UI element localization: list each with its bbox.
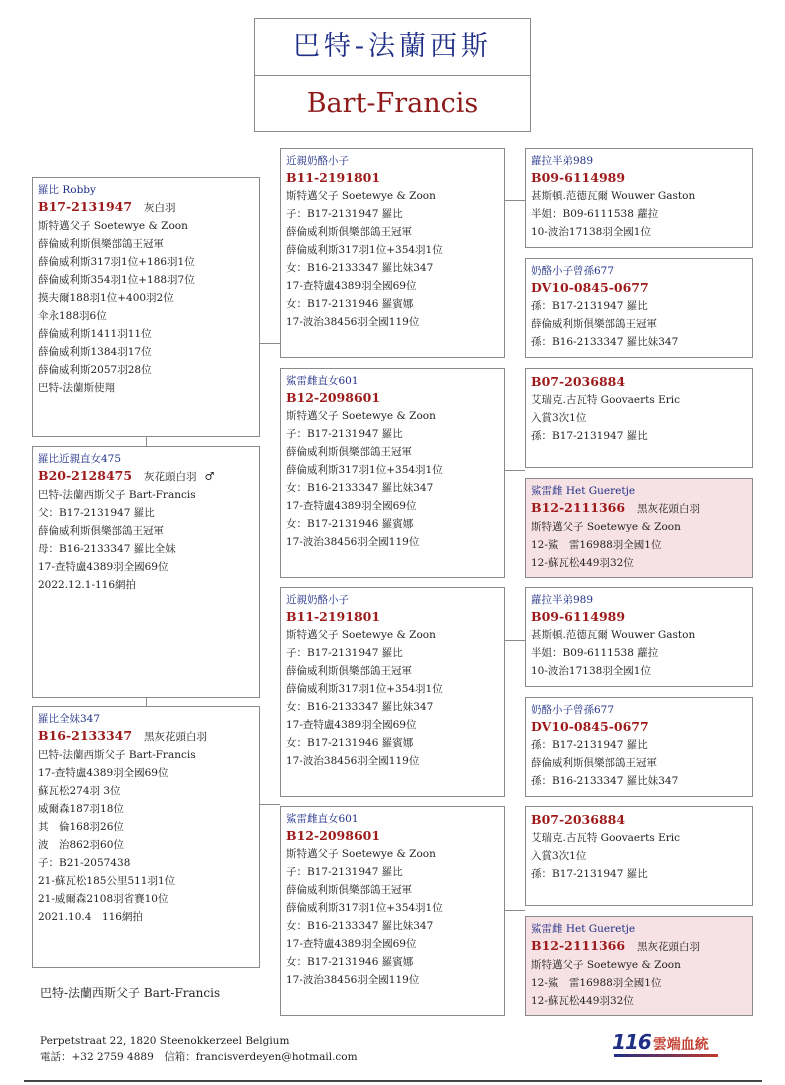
- title-chinese: 巴特-法蘭西斯: [255, 19, 530, 76]
- great-grandparent-line: 甚斯頓.范德瓦爾 Wouwer Gaston: [531, 190, 696, 202]
- dam-line: 巴特-法蘭西斯父子 Bart-Francis: [38, 749, 196, 761]
- grandparent-line: 17-波治38456羽全國119位: [286, 974, 420, 986]
- great-grandparent-name: 鯊雷雌 Het Gueretje: [531, 923, 636, 935]
- grandparent-line: 女：B16-2133347 羅比妹347: [286, 482, 434, 494]
- grandparent-line: 子：B17-2131947 羅比: [286, 866, 403, 878]
- dam-line: 2021.10.4 116網拍: [38, 911, 143, 923]
- male-symbol-icon: ♂: [204, 470, 215, 483]
- subject-line: 2022.12.1-116網拍: [38, 579, 137, 591]
- subject-line: 父：B17-2131947 羅比: [38, 507, 155, 519]
- subject-line: 母：B16-2133347 羅比全妹: [38, 543, 176, 555]
- sire-ring-number: B17-2131947: [38, 199, 133, 214]
- great-grandparent-name: 蘿拉半弟989: [531, 594, 594, 606]
- grandparent-ring: B11-2191801: [286, 609, 381, 624]
- great-grandparent-ring: DV10-0845-0677: [531, 719, 649, 734]
- dam-line: 17-查特盧4389羽全國69位: [38, 767, 169, 779]
- dam-line: 威爾森187羽18位: [38, 803, 124, 815]
- grandparent-line: 薛倫威利斯317羽1位+354羽1位: [286, 464, 443, 476]
- title-english: Bart-Francis: [306, 88, 479, 119]
- loft-contact: 電話：+32 2759 4889 信箱：francisverdeyen@hotmail.com: [40, 1051, 358, 1063]
- grandparent-line: 薛倫威利斯俱樂部鴿王冠軍: [286, 226, 412, 238]
- great-grandparent-card-highlighted: [525, 916, 753, 1016]
- grandparent-line: 薛倫威利斯俱樂部鴿王冠軍: [286, 665, 412, 677]
- connector-line: [505, 910, 525, 911]
- great-grandparent-card: [525, 148, 753, 248]
- great-grandparent-name: 奶酪小子曾孫677: [531, 265, 615, 277]
- great-grandparent-card: [525, 368, 753, 468]
- grandparent-card: [280, 587, 505, 797]
- grandparent-line: 子：B17-2131947 羅比: [286, 647, 403, 659]
- dam-card: [32, 706, 260, 968]
- grandparent-ring: B12-2098601: [286, 828, 381, 843]
- grandparent-line: 薛倫威利斯317羽1位+354羽1位: [286, 683, 443, 695]
- connector-line: [505, 200, 525, 201]
- pedigree-title-box: [254, 18, 531, 132]
- grandparent-line: 17-查特盧4389羽全國69位: [286, 280, 417, 292]
- grandparent-line: 17-查特盧4389羽全國69位: [286, 938, 417, 950]
- grandparent-name: 近親奶酪小子: [286, 594, 349, 606]
- great-grandparent-name: 奶酪小子曾孫677: [531, 704, 615, 716]
- grandparent-line: 女：B17-2131946 羅賓娜: [286, 737, 414, 749]
- connector-line: [260, 343, 280, 344]
- subject-name: 羅比近親直女475: [38, 453, 122, 465]
- connector-line: [505, 640, 525, 641]
- grandparent-line: 斯特邁父子 Soetewye & Zoon: [286, 190, 436, 202]
- great-grandparent-name: 蘿拉半弟989: [531, 155, 594, 167]
- great-grandparent-line: 孫：B17-2131947 羅比: [531, 868, 648, 880]
- great-grandparent-ring: [531, 499, 747, 518]
- grandparent-line: 17-波治38456羽全國119位: [286, 316, 420, 328]
- logo-number: 116: [612, 1030, 651, 1054]
- grandparent-line: 薛倫威利斯俱樂部鴿王冠軍: [286, 884, 412, 896]
- grandparent-line: 女：B17-2131946 羅賓娜: [286, 956, 414, 968]
- sire-color: 灰白羽: [144, 202, 176, 214]
- sire-line: 薛倫威利斯1411羽11位: [38, 328, 152, 340]
- dam-line: 其 倫168羽26位: [38, 821, 124, 833]
- great-grandparent-ring-number: B12-2111366: [531, 938, 626, 953]
- grandparent-line: 斯特邁父子 Soetewye & Zoon: [286, 848, 436, 860]
- great-grandparent-ring: B07-2036884: [531, 812, 626, 827]
- great-grandparent-line: 孫：B17-2131947 羅比: [531, 300, 648, 312]
- great-grandparent-line: 甚斯頓.范德瓦爾 Wouwer Gaston: [531, 629, 696, 641]
- grandparent-line: 17-查特盧4389羽全國69位: [286, 719, 417, 731]
- sire-line: 薛倫威利斯354羽1位+188羽7位: [38, 274, 195, 286]
- great-grandparent-color: 黑灰花頭白羽: [637, 941, 701, 953]
- great-grandparent-line: 入賞3次1位: [531, 850, 587, 862]
- grandparent-card: [280, 368, 505, 578]
- great-grandparent-ring: DV10-0845-0677: [531, 280, 649, 295]
- grandparent-ring: B11-2191801: [286, 170, 381, 185]
- grandparent-ring: B12-2098601: [286, 390, 381, 405]
- great-grandparent-line: 薛倫威利斯俱樂部鴿王冠軍: [531, 318, 657, 330]
- grandparent-line: 女：B17-2131946 羅賓娜: [286, 518, 414, 530]
- great-grandparent-name: 鯊雷雌 Het Gueretje: [531, 485, 636, 497]
- great-grandparent-ring: B09-6114989: [531, 609, 626, 624]
- subject-line: 17-查特盧4389羽全國69位: [38, 561, 169, 573]
- dam-line: 波 治862羽60位: [38, 839, 124, 851]
- great-grandparent-line: 12-鯊 雷16988羽全國1位: [531, 977, 662, 989]
- great-grandparent-line: 斯特邁父子 Soetewye & Zoon: [531, 959, 681, 971]
- great-grandparent-line: 12-蘇瓦松449羽32位: [531, 995, 634, 1007]
- grandparent-line: 薛倫威利斯俱樂部鴿王冠軍: [286, 446, 412, 458]
- grandparent-line: 17-波治38456羽全國119位: [286, 755, 420, 767]
- great-grandparent-card: [525, 258, 753, 358]
- grandparent-line: 女：B16-2133347 羅比妹347: [286, 920, 434, 932]
- great-grandparent-ring-number: B12-2111366: [531, 500, 626, 515]
- logo-underline-icon: [614, 1054, 718, 1057]
- sire-name: 羅比 Robby: [38, 184, 96, 196]
- dam-color: 黑灰花頭白羽: [144, 731, 208, 743]
- great-grandparent-line: 12-蘇瓦松449羽32位: [531, 557, 634, 569]
- subject-ring: [38, 467, 254, 486]
- subject-line: 巴特-法蘭西斯父子 Bart-Francis: [38, 489, 196, 501]
- sire-line: 伞永188羽6位: [38, 310, 107, 322]
- connector-line: [260, 804, 280, 805]
- dam-ring: [38, 727, 254, 746]
- subject-card: [32, 446, 260, 698]
- grandparent-name: 鯊雷雌直女601: [286, 375, 359, 387]
- grandparent-line: 子：B17-2131947 羅比: [286, 428, 403, 440]
- grandparent-line: 薛倫威利斯317羽1位+354羽1位: [286, 244, 443, 256]
- great-grandparent-card: [525, 697, 753, 797]
- great-grandparent-line: 半姐：B09-6111538 蘿拉: [531, 647, 659, 659]
- great-grandparent-line: 斯特邁父子 Soetewye & Zoon: [531, 521, 681, 533]
- grandparent-card: [280, 148, 505, 358]
- great-grandparent-line: 孫：B17-2131947 羅比: [531, 430, 648, 442]
- sire-card: [32, 177, 260, 437]
- great-grandparent-line: 孫：B17-2131947 羅比: [531, 739, 648, 751]
- subject-line: 薛倫威利斯俱樂部鴿王冠軍: [38, 525, 164, 537]
- great-grandparent-line: 薛倫威利斯俱樂部鴿王冠軍: [531, 757, 657, 769]
- great-grandparent-ring: B09-6114989: [531, 170, 626, 185]
- great-grandparent-card-highlighted: [525, 478, 753, 578]
- great-grandparent-line: 孫：B16-2133347 羅比妹347: [531, 336, 679, 348]
- great-grandparent-ring: [531, 937, 747, 956]
- great-grandparent-line: 入賞3次1位: [531, 412, 587, 424]
- grandparent-line: 17-波治38456羽全國119位: [286, 536, 420, 548]
- grandparent-name: 鯊雷雌直女601: [286, 813, 359, 825]
- great-grandparent-line: 孫：B16-2133347 羅比妹347: [531, 775, 679, 787]
- great-grandparent-card: [525, 587, 753, 687]
- sire-line: 巴特-法蘭斯使翔: [38, 382, 116, 394]
- connector-line: [146, 437, 147, 446]
- connector-line: [505, 470, 525, 471]
- grandparent-card: [280, 806, 505, 1016]
- 116-cloud-pedigree-logo: [612, 1030, 722, 1060]
- logo-text: 雲端血統: [652, 1037, 709, 1053]
- great-grandparent-line: 10-波治17138羽全國1位: [531, 665, 651, 677]
- subject-ring-number: B20-2128475: [38, 468, 133, 483]
- sire-line: 薛倫威利斯俱樂部鴿王冠軍: [38, 238, 164, 250]
- grandparent-name: 近親奶酪小子: [286, 155, 349, 167]
- connector-line: [146, 698, 147, 706]
- grandparent-line: 子：B17-2131947 羅比: [286, 208, 403, 220]
- bottom-divider: [24, 1080, 762, 1082]
- grandparent-line: 斯特邁父子 Soetewye & Zoon: [286, 629, 436, 641]
- dam-line: 子：B21-2057438: [38, 857, 131, 869]
- great-grandparent-card: [525, 806, 753, 906]
- sire-line: 薛倫威利斯2057羽28位: [38, 364, 152, 376]
- loft-name: 巴特-法蘭西斯父子 Bart-Francis: [40, 986, 221, 1000]
- grandparent-line: 女：B16-2133347 羅比妹347: [286, 701, 434, 713]
- dam-line: 21-威爾森2108羽省賽10位: [38, 893, 169, 905]
- sire-ring: [38, 198, 254, 217]
- grandparent-line: 斯特邁父子 Soetewye & Zoon: [286, 410, 436, 422]
- great-grandparent-line: 12-鯊 雷16988羽全國1位: [531, 539, 662, 551]
- great-grandparent-line: 半姐：B09-6111538 蘿拉: [531, 208, 659, 220]
- sire-line: 摸夫爾188羽1位+400羽2位: [38, 292, 174, 304]
- grandparent-line: 薛倫威利斯317羽1位+354羽1位: [286, 902, 443, 914]
- grandparent-line: 女：B17-2131946 羅賓娜: [286, 298, 414, 310]
- loft-address: Perpetstraat 22, 1820 Steenokkerzeel Belgium: [40, 1035, 290, 1047]
- great-grandparent-ring: B07-2036884: [531, 374, 626, 389]
- great-grandparent-line: 艾瑞克.古瓦特 Goovaerts Eric: [531, 394, 680, 406]
- dam-line: 21-蘇瓦松185公里511羽1位: [38, 875, 176, 887]
- great-grandparent-color: 黑灰花頭白羽: [637, 503, 701, 515]
- great-grandparent-line: 艾瑞克.古瓦特 Goovaerts Eric: [531, 832, 680, 844]
- sire-line: 薛倫威利斯317羽1位+186羽1位: [38, 256, 195, 268]
- dam-name: 羅比全妹347: [38, 713, 101, 725]
- subject-color: 灰花頭白羽: [144, 471, 197, 483]
- dam-line: 蘇瓦松274羽 3位: [38, 785, 121, 797]
- dam-ring-number: B16-2133347: [38, 728, 133, 743]
- great-grandparent-line: 10-波治17138羽全國1位: [531, 226, 651, 238]
- grandparent-line: 17-查特盧4389羽全國69位: [286, 500, 417, 512]
- sire-line: 薛倫威利斯1384羽17位: [38, 346, 152, 358]
- sire-line: 斯特邁父子 Soetewye & Zoon: [38, 220, 188, 232]
- grandparent-line: 女：B16-2133347 羅比妹347: [286, 262, 434, 274]
